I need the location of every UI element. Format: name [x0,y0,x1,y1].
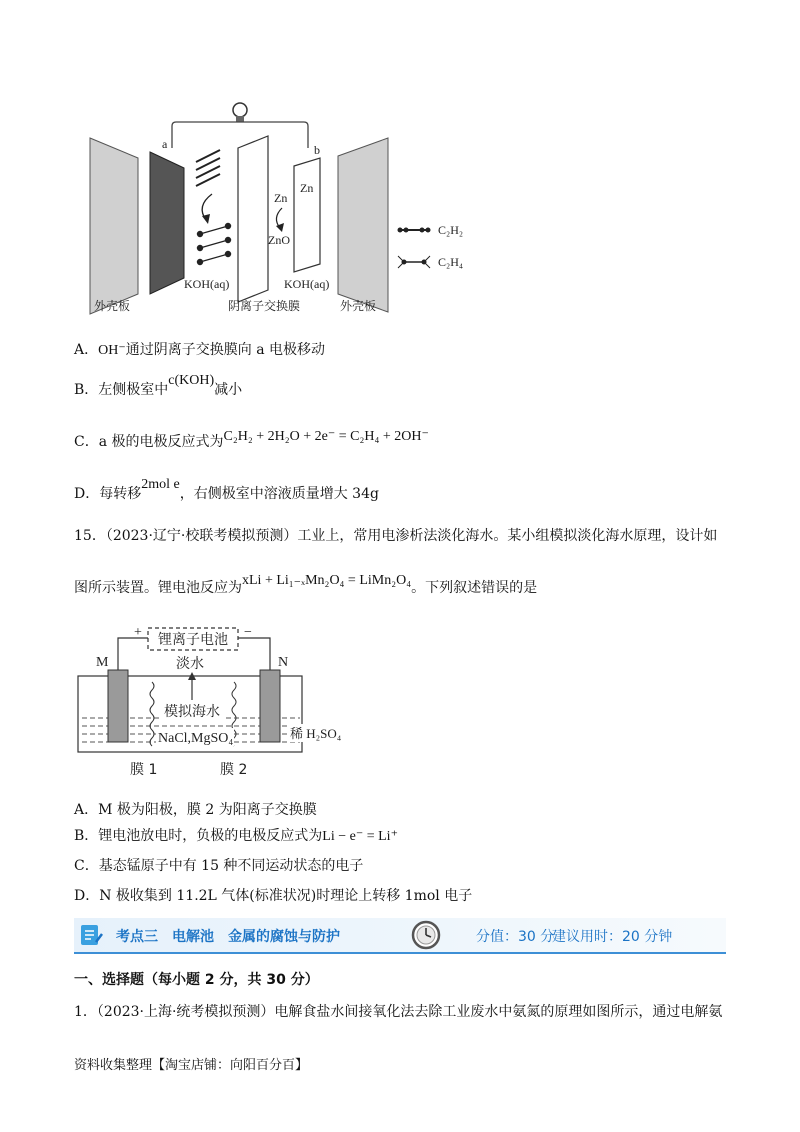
q14-option-d [74,477,379,505]
q15-line2-suffix: 。下列叙述错误的是 [411,580,538,596]
option-d-prefix: D．每转移 [74,486,142,502]
banner-time: 建议用时：20 分钟 [552,929,673,945]
label-m: M [96,655,109,670]
q14-option-a [74,340,325,361]
legend-c2h4: C₂H₄ [438,255,464,269]
q15-option-b-prefix: B．锂电池放电时，负极的电极反应式为 [74,828,323,844]
q15-line2-prefix: 图所示装置。锂电池反应为 [74,580,242,596]
legend [398,228,431,269]
q15-option-c: C．基态锰原子中有 15 种不同运动状态的电子 [74,858,364,874]
label-a: a [162,137,168,151]
label-membrane-2: 膜 2 [220,762,248,778]
label-koh-left: KOH(aq) [184,277,230,291]
label-membrane-1: 膜 1 [130,762,158,778]
label-b: b [314,143,320,157]
plus-sign: + [134,625,142,640]
label-shell-left: 外壳板 [94,299,131,313]
q15-line2-formula: xLi + Li₁₋ₓMn₂O₄ = LiMn₂O₄ [242,573,412,588]
option-b-text: 减小 [214,382,243,398]
minus-sign: − [244,625,252,640]
q15-line1: 15．（2023·辽宁·校联考模拟预测）工业上，常用电渗析法淡化海水。某小组模拟淡化海水原理，设计如 [74,528,718,544]
q15-option-d: D．N 极收集到 11.2L 气体(标准状况)时理论上转移 1mol 电子 [74,888,473,904]
figure-zn-cell [88,96,488,322]
c2h4-molecules [197,223,230,264]
option-b-formula: c(KOH) [168,373,215,388]
q15-option-b-formula: Li − e⁻ = Li⁺ [322,829,398,844]
label-shell-right: 外壳板 [340,299,377,313]
legend-c2h2: C₂H₂ [438,223,464,237]
clock-icon [410,919,442,951]
label-fresh-water: 淡水 [176,656,204,672]
figure-electrodialysis [74,622,374,780]
label-salts: NaCl,MgSO₄ [158,731,234,746]
label-zno: ZnO [268,233,290,247]
label-zn-top: Zn [300,181,314,195]
bulb-icon [233,103,247,122]
option-b-prefix: B．左侧极室中 [74,382,169,398]
banner-score: 分值：30 分 [476,929,555,945]
banner-title: 考点三 电解池 金属的腐蚀与防护 [116,929,340,945]
section-banner [74,918,726,954]
option-a-text: 通过阴离子交换膜向 a 电极移动 [125,342,325,358]
q15-option-b [74,826,398,847]
electrode-m [108,670,128,742]
battery-label: 锂离子电池 [158,632,228,648]
option-c-formula: C₂H₂ + 2H₂O + 2e⁻ = C₂H₄ + 2OH⁻ [223,429,429,444]
option-c-prefix: C．a 极的电极反应式为 [74,434,224,450]
q15-line2 [74,573,538,599]
label-seawater: 模拟海水 [164,704,220,720]
section-heading: 一、选择题（每小题 2 分，共 30 分） [74,972,319,988]
c2h2-molecules [196,150,220,186]
label-n: N [278,655,289,670]
q14-option-c [74,429,429,453]
q14-option-b [74,373,243,401]
label-membrane: 阴离子交换膜 [228,299,301,313]
option-a-prefix: A． [74,342,99,358]
label-koh-right: KOH(aq) [284,277,330,291]
label-zn-left: Zn [274,191,288,205]
q15-option-a: A．M 极为阳极，膜 2 为阳离子交换膜 [74,802,317,818]
label-dilute-h2so4: 稀 H₂SO₄ [290,726,342,741]
option-d-formula: 2mol e [141,477,180,492]
question-1: 1．（2023·上海·统考模拟预测）电解食盐水间接氧化法去除工业废水中氨氮的原理如图所示，通过电解氨 [74,1004,723,1020]
notebook-icon [78,922,104,948]
option-a-formula: OH⁻ [98,343,126,358]
electrode-n [260,670,280,742]
footer-text: 资料收集整理【淘宝店铺：向阳百分百】 [74,1058,309,1073]
option-d-text: ，右侧极室中溶液质量增大 34g [179,486,379,502]
